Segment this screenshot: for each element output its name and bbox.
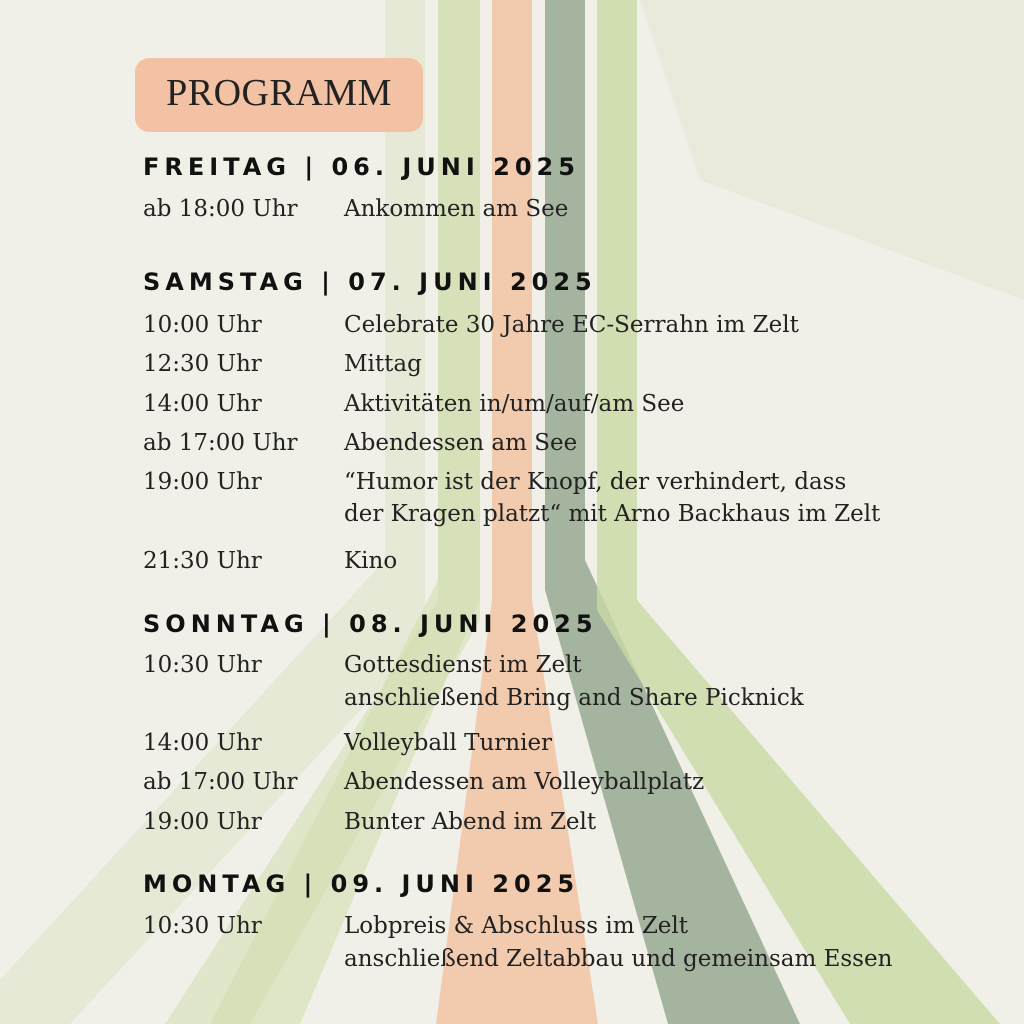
time: ab 17:00 Uhr [143,769,298,795]
time: 19:00 Uhr [143,469,262,495]
description: “Humor ist der Knopf, der verhindert, dass [344,469,847,495]
page-title: PROGRAMM [166,72,392,114]
description-continued: anschließend Zeltabbau und gemeinsam Essen [344,946,893,972]
time: 19:00 Uhr [143,809,262,835]
description: Ankommen am See [344,196,569,222]
description: Abendessen am See [344,430,578,456]
time: 10:30 Uhr [143,913,262,939]
description: Volleyball Turnier [344,730,553,756]
description: Bunter Abend im Zelt [344,809,597,835]
description: Kino [344,548,398,574]
time: 10:00 Uhr [143,312,262,338]
day-heading-monday: MONTAG | 09. JUNI 2025 [143,870,580,898]
description: Lobpreis & Abschluss im Zelt [344,913,689,939]
description-continued: der Kragen platzt“ mit Arno Backhaus im Zelt [344,501,881,527]
description: Aktivitäten in/um/auf/am See [344,391,685,417]
description: Celebrate 30 Jahre EC-Serrahn im Zelt [344,312,799,338]
time: ab 17:00 Uhr [143,430,298,456]
description-continued: anschließend Bring and Share Picknick [344,685,804,711]
time: 21:30 Uhr [143,548,262,574]
description: Abendessen am Volleyballplatz [344,769,705,795]
day-heading-saturday: SAMSTAG | 07. JUNI 2025 [143,268,597,296]
description: Gottesdienst im Zelt [344,652,582,678]
description: Mittag [344,351,422,377]
day-heading-friday: FREITAG | 06. JUNI 2025 [143,153,580,181]
time: ab 18:00 Uhr [143,196,298,222]
time: 14:00 Uhr [143,730,262,756]
time: 10:30 Uhr [143,652,262,678]
title-badge [135,58,423,132]
time: 14:00 Uhr [143,391,262,417]
day-heading-sunday: SONNTAG | 08. JUNI 2025 [143,610,598,638]
time: 12:30 Uhr [143,351,262,377]
